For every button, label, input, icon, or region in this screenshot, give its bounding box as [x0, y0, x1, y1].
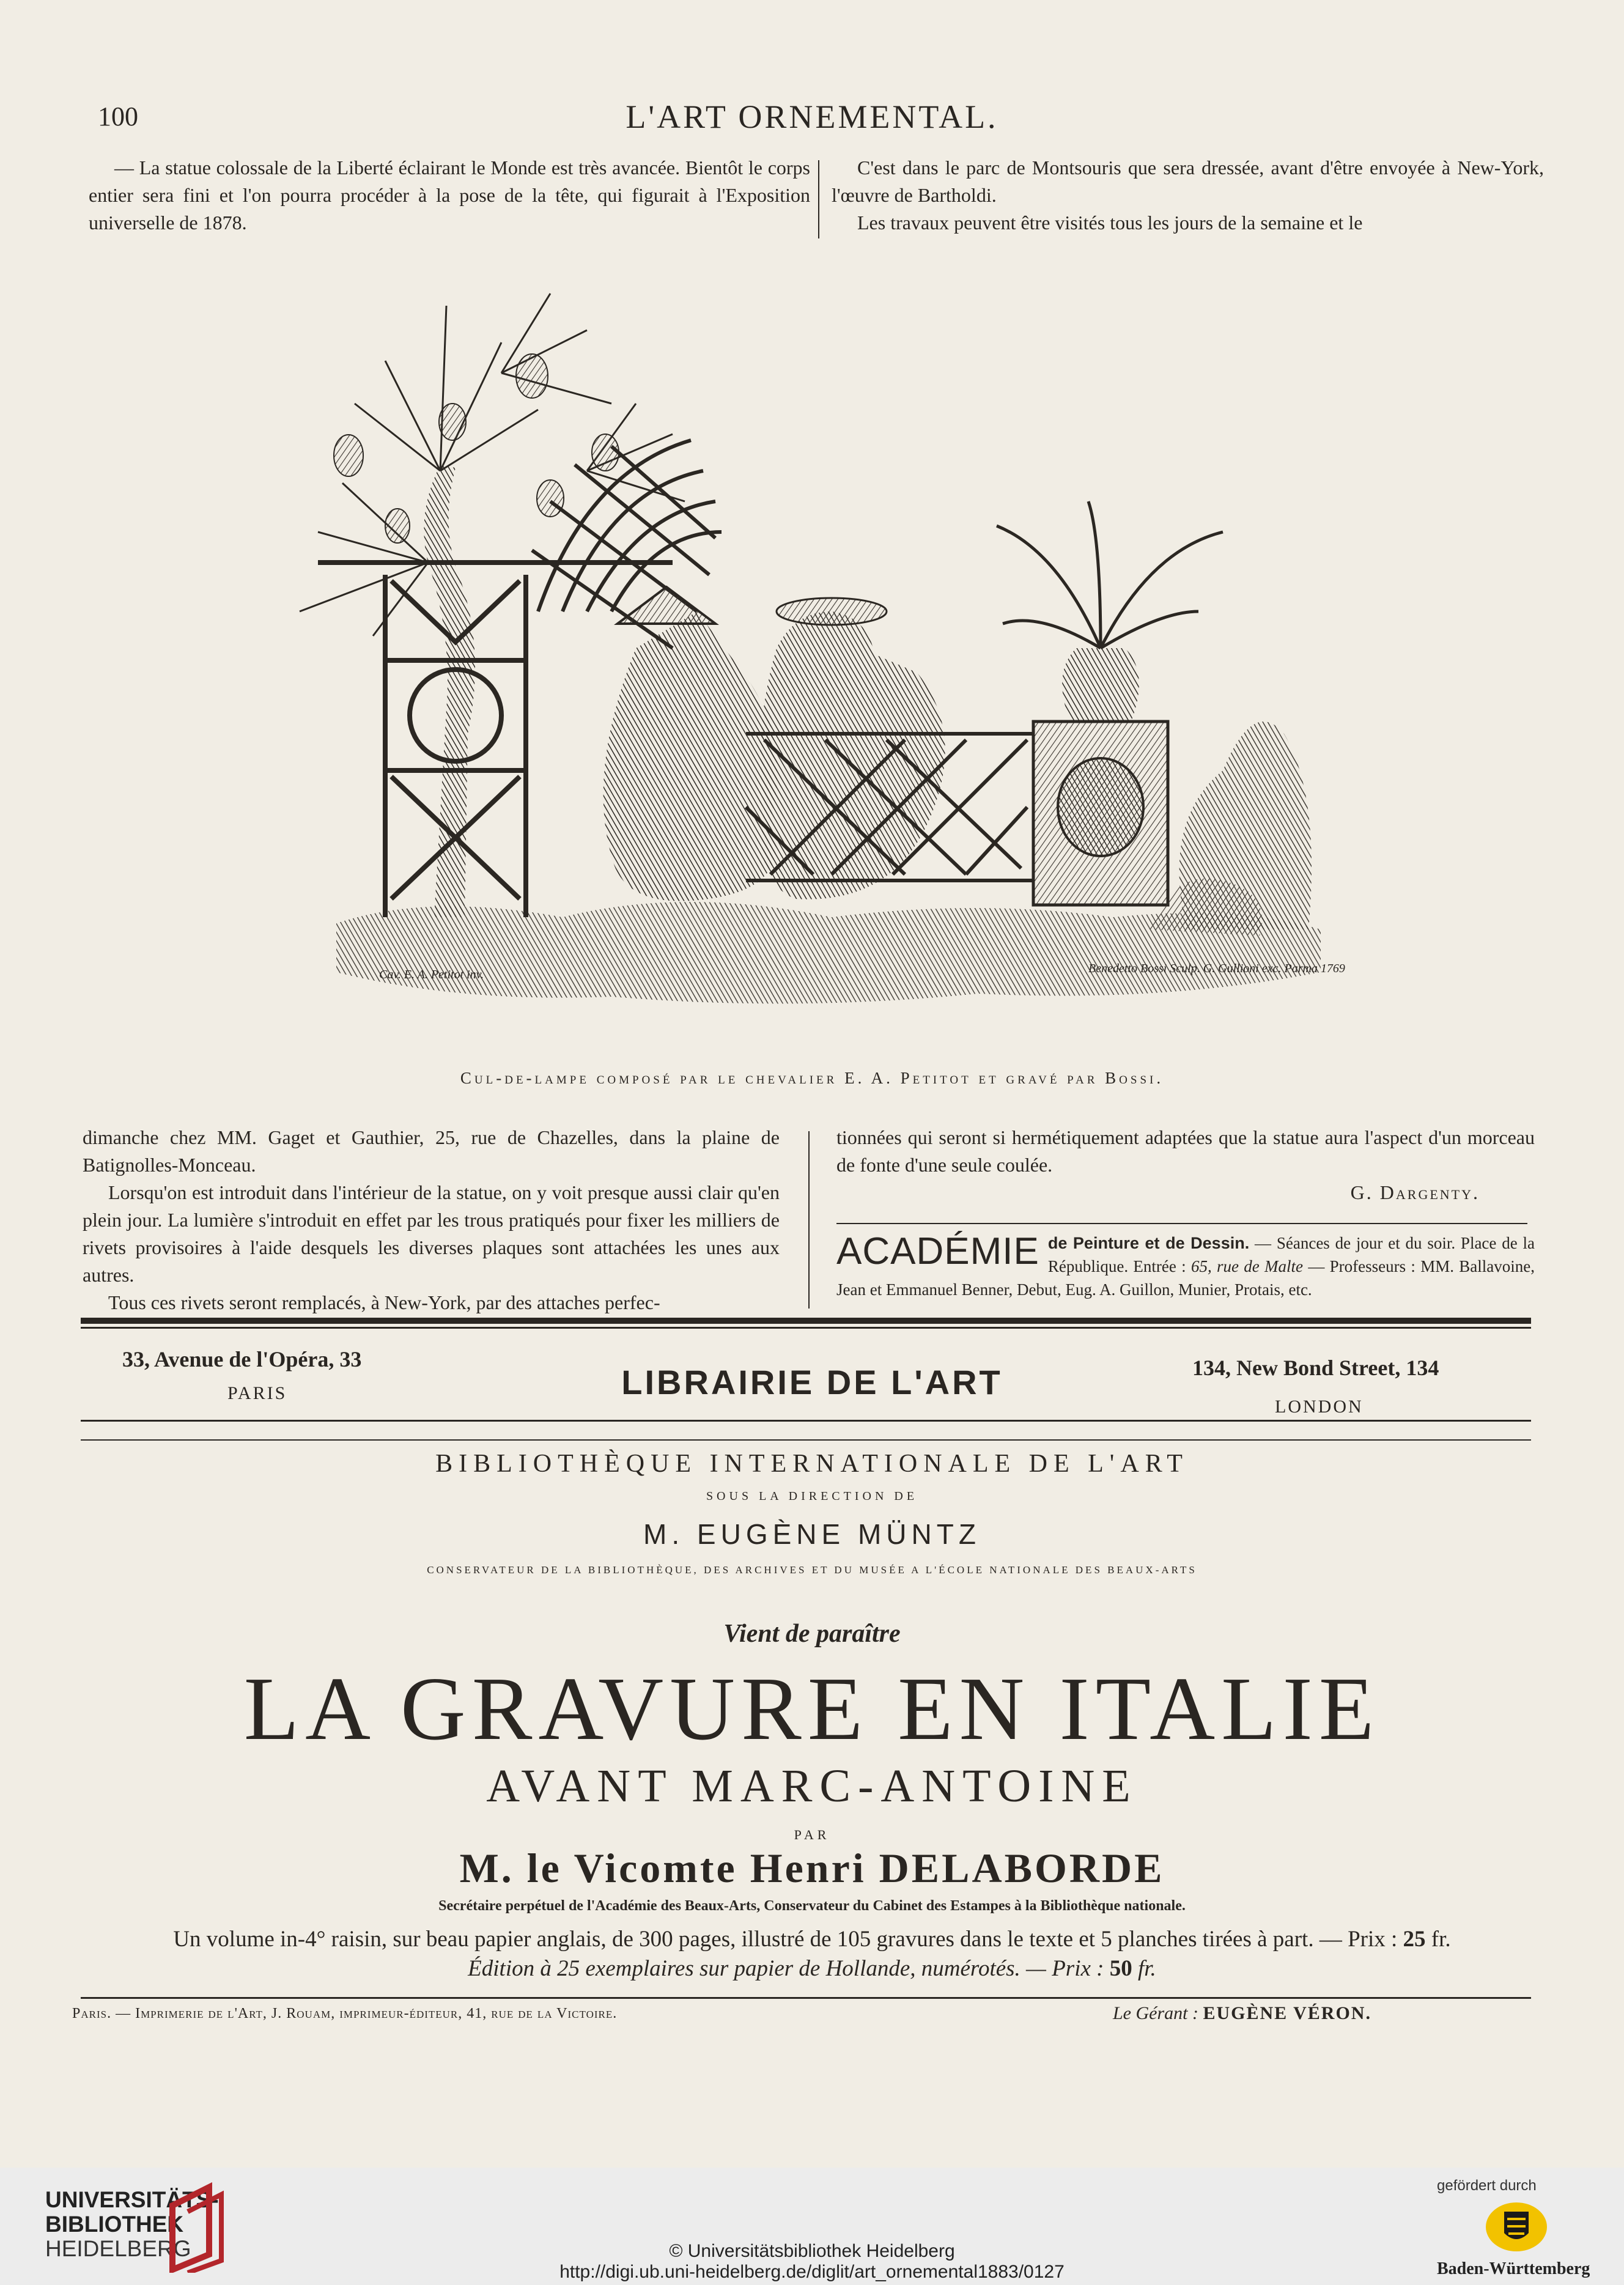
- academie-notice: [836, 1231, 1535, 1301]
- top-right-column: [832, 154, 1544, 237]
- academie-text-2: — Professeurs : MM. Ballavoine, Jean et Emmanuel Benner, Debut, Eug. A. Guillon, Munier, Protais, etc.: [836, 1257, 1535, 1299]
- page-number: 100: [98, 102, 138, 131]
- author-name: M. le Vicomte Henri DELABORDE: [459, 1845, 1165, 1891]
- state-name: Baden-Württemberg: [1437, 2259, 1590, 2278]
- vient-de-paraitre: Vient de paraître: [723, 1620, 901, 1648]
- london-address: 134, New Bond Street, 134: [1192, 1356, 1439, 1380]
- library-name-line-3: HEIDELBERG: [45, 2236, 191, 2261]
- academie-title: de Peinture et de Dessin.: [1047, 1234, 1250, 1252]
- engraving-illustration: [245, 269, 1382, 1058]
- book-subtitle: AVANT MARC-ANTOINE: [486, 1760, 1138, 1812]
- director-title: CONSERVATEUR DE LA BIBLIOTHÈQUE, DES ARCHIVES ET DU MUSÉE A L'ÉCOLE NATIONALE DES BEAUX-ARTS: [427, 1564, 1197, 1576]
- brimmed-hat: [777, 598, 887, 625]
- advert-top-thin-rule: [81, 1327, 1531, 1329]
- bottom-left-paragraph-3: Tous ces rivets seront remplacés, à New-York, par des attaches perfec-: [108, 1291, 660, 1313]
- top-left-paragraph: — La statue colossale de la Liberté éclairant le Monde est très avancée. Bientôt le corps entier sera fini et l'on pourra procéder à la pose de la tête, qui figurait à l'Exposition universelle de 1878.: [89, 157, 810, 234]
- volume-price: 25: [1403, 1927, 1426, 1952]
- copyright-notice: © Universitätsbibliothek Heidelberg: [669, 2241, 955, 2261]
- bottom-left-column: [83, 1124, 780, 1316]
- edition-price: 50: [1109, 1956, 1132, 1981]
- paris-city: PARIS: [227, 1383, 287, 1403]
- series-title: BIBLIOTHÈQUE INTERNATIONALE DE L'ART: [435, 1450, 1189, 1478]
- paris-address: 33, Avenue de l'Opéra, 33: [122, 1347, 362, 1371]
- bottom-right-paragraph: tionnées qui seront si hermétiquement adaptées que la statue aura l'aspect d'un morceau de fonte d'une seule coulée.: [836, 1126, 1535, 1176]
- permalink[interactable]: http://digi.ub.uni-heidelberg.de/diglit/art_ornemental1883/0127: [559, 2262, 1065, 2282]
- column-divider-lower: [808, 1131, 810, 1309]
- par-label: PAR: [794, 1827, 830, 1842]
- edition-text: Édition à 25 exemplaires sur papier de Hollande, numérotés. — Prix :: [468, 1956, 1110, 1981]
- imprint-rule: [81, 1997, 1531, 1999]
- top-left-column: [89, 154, 810, 237]
- library-name-line-2: BIBLIOTHEK: [45, 2212, 184, 2237]
- manager-name: EUGÈNE VÉRON.: [1203, 2003, 1371, 2023]
- page-title: L'ART ORNEMENTAL.: [626, 98, 998, 135]
- advert-header-rule-1: [81, 1420, 1531, 1422]
- advert-header-rule-2: [81, 1439, 1531, 1441]
- author-signature: G. Dargenty.: [1350, 1181, 1480, 1203]
- digitization-footer: [0, 2168, 1624, 2285]
- author-title: Secrétaire perpétuel de l'Académie des Beaux-Arts, Conservateur du Cabinet des Estampes à la Bibliothèque nationale.: [438, 1898, 1186, 1914]
- engraving-signature-left: Cav. E. A. Petitot inv.: [379, 968, 484, 981]
- advert-top-thick-rule: [81, 1318, 1531, 1324]
- academie-text-1: — Séances de jour et du soir. Place de la République. Entrée :: [1047, 1234, 1535, 1275]
- pointed-hat: [618, 587, 715, 624]
- funded-by: gefördert durch: [1437, 2177, 1537, 2194]
- column-divider: [818, 160, 819, 238]
- bottom-right-column: [836, 1124, 1535, 1206]
- urn-plant: [997, 501, 1223, 648]
- ornamental-urn: [1062, 648, 1139, 722]
- seated-figure-left: [603, 611, 778, 901]
- direction-label: SOUS LA DIRECTION DE: [706, 1489, 918, 1503]
- academie-rule: [836, 1223, 1527, 1224]
- illustration-caption: Cul-de-lampe composé par le chevalier E. A. Petitot et gravé par Bossi.: [460, 1069, 1164, 1087]
- edition-description: [0, 1955, 1624, 1982]
- top-right-paragraph-2: Les travaux peuvent être visités tous les jours de la semaine et le: [857, 212, 1363, 234]
- manager-imprint: [1113, 2003, 1371, 2024]
- printer-imprint: Paris. — Imprimerie de l'Art, J. Rouam, imprimeur-éditeur, 41, rue de la Victoire.: [72, 2006, 618, 2021]
- volume-description: [0, 1926, 1624, 1952]
- director-name: M. EUGÈNE MÜNTZ: [643, 1518, 981, 1550]
- london-city: LONDON: [1275, 1397, 1364, 1417]
- academie-address: 65, rue de Malte: [1190, 1257, 1304, 1275]
- book-title: LA GRAVURE EN ITALIE: [243, 1659, 1381, 1759]
- volume-price-unit: fr.: [1425, 1927, 1451, 1952]
- bottom-left-paragraph-1: dimanche chez MM. Gaget et Gauthier, 25, rue de Chazelles, dans la plaine de Batignolles-Monceau.: [83, 1126, 780, 1176]
- edition-price-unit: fr.: [1132, 1956, 1156, 1981]
- bottom-left-paragraph-2: Lorsqu'on est introduit dans l'intérieur de la statue, on y voit presque aussi clair qu'en plein jour. La lumière s'introduit en effet par les trous pratiqués pour fixer les milliers de rivets provisoires à l'aide desquels les diverses plaques sont attachées les unes aux autres.: [83, 1181, 780, 1286]
- volume-text: Un volume in-4° raisin, sur beau papier anglais, de 300 pages, illustré de 105 gravures dans le texte et 5 planches tirées à part. — Prix :: [173, 1927, 1403, 1952]
- pedestal-medallion: [1058, 758, 1143, 856]
- librairie-title: LIBRAIRIE DE L'ART: [621, 1363, 1003, 1401]
- manager-label: Le Gérant :: [1113, 2003, 1203, 2023]
- library-name-line-1: UNIVERSITÄTS-: [45, 2187, 219, 2212]
- academie-heading: ACADÉMIE: [836, 1230, 1039, 1272]
- engraving-signature-right: Benedetto Bossi Sculp. G. Gullioni exc. Parma 1769: [1088, 962, 1345, 975]
- top-right-paragraph-1: C'est dans le parc de Montsouris que sera dressée, avant d'être envoyée à New-York, l'œuvre de Bartholdi.: [832, 157, 1544, 206]
